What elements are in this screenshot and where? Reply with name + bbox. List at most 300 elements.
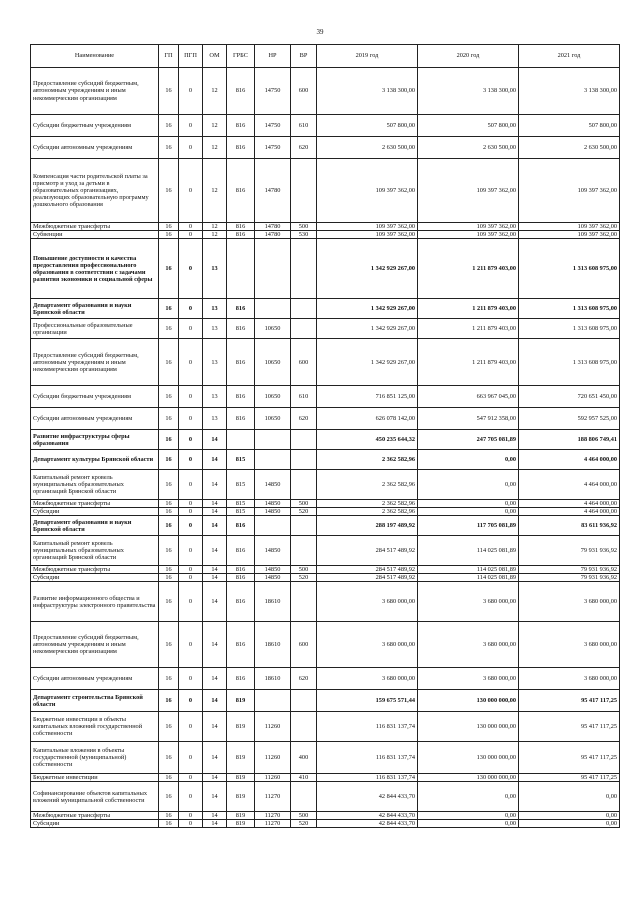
nr-cell <box>255 430 291 450</box>
grbs-cell: 815 <box>227 508 255 516</box>
pgp-cell: 0 <box>179 450 203 470</box>
nr-cell: 10650 <box>255 386 291 408</box>
om-cell: 14 <box>203 450 227 470</box>
vr-cell <box>291 712 317 742</box>
grbs-cell: 816 <box>227 319 255 339</box>
name-cell: Субсидии автономным учреждениям <box>31 408 159 430</box>
name-cell: Развитие информационного общества и инфраструктуры электронного правительства <box>31 582 159 622</box>
vr-cell: 530 <box>291 231 317 239</box>
name-cell: Департамент культуры Брянской области <box>31 450 159 470</box>
amount-2020-cell: 0,00 <box>418 450 519 470</box>
pgp-cell: 0 <box>179 690 203 712</box>
vr-cell <box>291 430 317 450</box>
pgp-cell: 0 <box>179 742 203 774</box>
om-cell: 13 <box>203 408 227 430</box>
amount-2021-cell: 188 806 749,41 <box>519 430 620 450</box>
grbs-cell: 819 <box>227 774 255 782</box>
vr-cell: 600 <box>291 339 317 386</box>
amount-2020-cell: 1 211 879 403,00 <box>418 299 519 319</box>
name-cell: Межбюджетные трансферты <box>31 566 159 574</box>
om-cell: 14 <box>203 536 227 566</box>
header-col-2019: 2019 год <box>317 45 418 68</box>
pgp-cell: 0 <box>179 582 203 622</box>
om-cell: 12 <box>203 159 227 223</box>
vr-cell: 610 <box>291 386 317 408</box>
gp-cell: 16 <box>159 582 179 622</box>
pgp-cell: 0 <box>179 470 203 500</box>
name-cell: Бюджетные инвестиции в объекты капитальных вложений государственной собственности <box>31 712 159 742</box>
nr-cell: 14780 <box>255 159 291 223</box>
gp-cell: 16 <box>159 774 179 782</box>
gp-cell: 16 <box>159 239 179 299</box>
gp-cell: 16 <box>159 115 179 137</box>
amount-2021-cell: 95 417 117,25 <box>519 690 620 712</box>
amount-2019-cell: 116 831 137,74 <box>317 712 418 742</box>
table-row <box>31 319 620 339</box>
vr-cell: 520 <box>291 508 317 516</box>
amount-2020-cell: 0,00 <box>418 782 519 812</box>
amount-2021-cell: 109 397 362,00 <box>519 159 620 223</box>
name-cell: Бюджетные инвестиции <box>31 774 159 782</box>
gp-cell: 16 <box>159 299 179 319</box>
name-cell: Повышение доступности и качества предоставления профессионального образования в соответствии с задачами развития экономики и социальной сферы <box>31 239 159 299</box>
page-number: 39 <box>316 28 324 36</box>
gp-cell: 16 <box>159 386 179 408</box>
budget-table <box>30 44 620 828</box>
amount-2019-cell: 109 397 362,00 <box>317 231 418 239</box>
nr-cell: 18610 <box>255 622 291 668</box>
pgp-cell: 0 <box>179 339 203 386</box>
header-col-om: ОМ <box>203 45 227 68</box>
vr-cell <box>291 516 317 536</box>
gp-cell: 16 <box>159 782 179 812</box>
grbs-cell: 816 <box>227 574 255 582</box>
nr-cell <box>255 450 291 470</box>
table-row <box>31 668 620 690</box>
grbs-cell: 816 <box>227 339 255 386</box>
vr-cell <box>291 536 317 566</box>
amount-2020-cell: 3 680 000,00 <box>418 622 519 668</box>
amount-2021-cell: 79 931 936,92 <box>519 574 620 582</box>
amount-2021-cell: 79 931 936,92 <box>519 536 620 566</box>
vr-cell: 520 <box>291 820 317 828</box>
amount-2021-cell: 0,00 <box>519 812 620 820</box>
gp-cell: 16 <box>159 622 179 668</box>
gp-cell: 16 <box>159 430 179 450</box>
header-col-pgp: ПГП <box>179 45 203 68</box>
om-cell: 13 <box>203 239 227 299</box>
om-cell: 14 <box>203 812 227 820</box>
om-cell: 14 <box>203 500 227 508</box>
name-cell: Департамент образования и науки Брянской области <box>31 299 159 319</box>
amount-2019-cell: 3 680 000,00 <box>317 622 418 668</box>
grbs-cell <box>227 430 255 450</box>
amount-2019-cell: 3 680 000,00 <box>317 668 418 690</box>
pgp-cell: 0 <box>179 386 203 408</box>
grbs-cell: 815 <box>227 450 255 470</box>
amount-2021-cell: 109 397 362,00 <box>519 231 620 239</box>
om-cell: 12 <box>203 231 227 239</box>
amount-2020-cell: 3 138 300,00 <box>418 68 519 115</box>
grbs-cell: 819 <box>227 712 255 742</box>
gp-cell: 16 <box>159 812 179 820</box>
gp-cell: 16 <box>159 712 179 742</box>
om-cell: 14 <box>203 566 227 574</box>
nr-cell: 14750 <box>255 137 291 159</box>
vr-cell: 500 <box>291 223 317 231</box>
om-cell: 14 <box>203 690 227 712</box>
table-row <box>31 450 620 470</box>
om-cell: 12 <box>203 223 227 231</box>
grbs-cell: 816 <box>227 668 255 690</box>
table-row <box>31 566 620 574</box>
om-cell: 14 <box>203 516 227 536</box>
name-cell: Профессиональные образовательные организации <box>31 319 159 339</box>
amount-2021-cell: 1 313 608 975,00 <box>519 299 620 319</box>
vr-cell <box>291 299 317 319</box>
vr-cell: 600 <box>291 68 317 115</box>
vr-cell <box>291 690 317 712</box>
table-row <box>31 223 620 231</box>
gp-cell: 16 <box>159 231 179 239</box>
nr-cell: 11260 <box>255 742 291 774</box>
amount-2020-cell: 3 680 000,00 <box>418 582 519 622</box>
amount-2021-cell: 3 138 300,00 <box>519 68 620 115</box>
pgp-cell: 0 <box>179 774 203 782</box>
amount-2021-cell: 1 313 608 975,00 <box>519 339 620 386</box>
amount-2021-cell: 1 313 608 975,00 <box>519 239 620 299</box>
grbs-cell: 816 <box>227 159 255 223</box>
pgp-cell: 0 <box>179 430 203 450</box>
table-row <box>31 516 620 536</box>
vr-cell: 600 <box>291 622 317 668</box>
table-row <box>31 339 620 386</box>
vr-cell: 500 <box>291 566 317 574</box>
name-cell: Субсидии <box>31 820 159 828</box>
amount-2021-cell: 83 611 936,92 <box>519 516 620 536</box>
pgp-cell: 0 <box>179 223 203 231</box>
name-cell: Субсидии автономным учреждениям <box>31 668 159 690</box>
amount-2020-cell: 3 680 000,00 <box>418 668 519 690</box>
amount-2021-cell: 3 680 000,00 <box>519 668 620 690</box>
amount-2020-cell: 114 025 081,89 <box>418 566 519 574</box>
pgp-cell: 0 <box>179 239 203 299</box>
amount-2019-cell: 450 235 644,32 <box>317 430 418 450</box>
name-cell: Предоставление субсидий бюджетным, автономным учреждениям и иным некоммерческим организациям <box>31 68 159 115</box>
pgp-cell: 0 <box>179 319 203 339</box>
name-cell: Компенсация части родительской платы за присмотр и уход за детьми в образовательных организациях, реализующих образовательную программу дошкольного образования <box>31 159 159 223</box>
vr-cell <box>291 470 317 500</box>
grbs-cell: 816 <box>227 115 255 137</box>
amount-2020-cell: 0,00 <box>418 820 519 828</box>
nr-cell: 14780 <box>255 231 291 239</box>
gp-cell: 16 <box>159 68 179 115</box>
om-cell: 12 <box>203 137 227 159</box>
amount-2020-cell: 1 211 879 403,00 <box>418 319 519 339</box>
pgp-cell: 0 <box>179 68 203 115</box>
pgp-cell: 0 <box>179 299 203 319</box>
amount-2019-cell: 284 517 489,92 <box>317 536 418 566</box>
amount-2020-cell: 109 397 362,00 <box>418 159 519 223</box>
amount-2019-cell: 2 362 582,96 <box>317 450 418 470</box>
name-cell: Субсидии <box>31 508 159 516</box>
table-row <box>31 622 620 668</box>
amount-2020-cell: 117 705 081,89 <box>418 516 519 536</box>
grbs-cell: 815 <box>227 500 255 508</box>
amount-2019-cell: 42 844 433,70 <box>317 820 418 828</box>
amount-2020-cell: 663 967 045,00 <box>418 386 519 408</box>
amount-2019-cell: 1 342 929 267,00 <box>317 319 418 339</box>
grbs-cell: 816 <box>227 137 255 159</box>
gp-cell: 16 <box>159 223 179 231</box>
grbs-cell: 816 <box>227 299 255 319</box>
om-cell: 14 <box>203 508 227 516</box>
amount-2019-cell: 1 342 929 267,00 <box>317 339 418 386</box>
amount-2020-cell: 130 000 000,00 <box>418 712 519 742</box>
pgp-cell: 0 <box>179 574 203 582</box>
table-row <box>31 508 620 516</box>
grbs-cell: 819 <box>227 812 255 820</box>
table-row <box>31 820 620 828</box>
om-cell: 12 <box>203 115 227 137</box>
name-cell: Субвенции <box>31 231 159 239</box>
amount-2021-cell: 4 464 000,00 <box>519 500 620 508</box>
header-col-grbs: ГРБС <box>227 45 255 68</box>
gp-cell: 16 <box>159 500 179 508</box>
om-cell: 14 <box>203 622 227 668</box>
name-cell: Развитие инфраструктуры сферы образования <box>31 430 159 450</box>
table-row <box>31 536 620 566</box>
amount-2020-cell: 507 800,00 <box>418 115 519 137</box>
vr-cell: 620 <box>291 668 317 690</box>
amount-2019-cell: 3 138 300,00 <box>317 68 418 115</box>
table-row <box>31 582 620 622</box>
om-cell: 13 <box>203 339 227 386</box>
table-row <box>31 774 620 782</box>
amount-2019-cell: 3 680 000,00 <box>317 582 418 622</box>
pgp-cell: 0 <box>179 159 203 223</box>
amount-2019-cell: 1 342 929 267,00 <box>317 299 418 319</box>
amount-2020-cell: 114 025 081,89 <box>418 574 519 582</box>
nr-cell: 10650 <box>255 319 291 339</box>
name-cell: Межбюджетные трансферты <box>31 223 159 231</box>
table-row <box>31 812 620 820</box>
nr-cell: 14780 <box>255 223 291 231</box>
amount-2020-cell: 109 397 362,00 <box>418 231 519 239</box>
vr-cell <box>291 450 317 470</box>
vr-cell <box>291 239 317 299</box>
pgp-cell: 0 <box>179 137 203 159</box>
om-cell: 14 <box>203 774 227 782</box>
vr-cell: 620 <box>291 137 317 159</box>
grbs-cell <box>227 239 255 299</box>
om-cell: 14 <box>203 712 227 742</box>
amount-2021-cell: 0,00 <box>519 820 620 828</box>
nr-cell: 14850 <box>255 566 291 574</box>
vr-cell <box>291 782 317 812</box>
name-cell: Субсидии бюджетным учреждениям <box>31 386 159 408</box>
amount-2020-cell: 1 211 879 403,00 <box>418 239 519 299</box>
amount-2020-cell: 2 630 500,00 <box>418 137 519 159</box>
grbs-cell: 816 <box>227 231 255 239</box>
amount-2019-cell: 507 800,00 <box>317 115 418 137</box>
amount-2020-cell: 1 211 879 403,00 <box>418 339 519 386</box>
amount-2020-cell: 247 705 081,89 <box>418 430 519 450</box>
amount-2021-cell: 2 630 500,00 <box>519 137 620 159</box>
om-cell: 14 <box>203 574 227 582</box>
pgp-cell: 0 <box>179 622 203 668</box>
pgp-cell: 0 <box>179 812 203 820</box>
gp-cell: 16 <box>159 536 179 566</box>
nr-cell <box>255 516 291 536</box>
vr-cell: 610 <box>291 115 317 137</box>
gp-cell: 16 <box>159 690 179 712</box>
table-row <box>31 574 620 582</box>
om-cell: 13 <box>203 386 227 408</box>
amount-2020-cell: 0,00 <box>418 500 519 508</box>
pgp-cell: 0 <box>179 500 203 508</box>
table-header-row <box>31 45 620 68</box>
amount-2021-cell: 4 464 000,00 <box>519 470 620 500</box>
grbs-cell: 816 <box>227 582 255 622</box>
gp-cell: 16 <box>159 574 179 582</box>
amount-2020-cell: 130 000 000,00 <box>418 774 519 782</box>
om-cell: 14 <box>203 782 227 812</box>
gp-cell: 16 <box>159 339 179 386</box>
gp-cell: 16 <box>159 508 179 516</box>
grbs-cell: 819 <box>227 690 255 712</box>
table-row <box>31 239 620 299</box>
amount-2019-cell: 2 362 582,96 <box>317 508 418 516</box>
name-cell: Департамент образования и науки Брянской области <box>31 516 159 536</box>
vr-cell: 410 <box>291 774 317 782</box>
amount-2020-cell: 114 025 081,89 <box>418 536 519 566</box>
nr-cell: 11270 <box>255 820 291 828</box>
gp-cell: 16 <box>159 408 179 430</box>
amount-2021-cell: 507 800,00 <box>519 115 620 137</box>
pgp-cell: 0 <box>179 231 203 239</box>
table-row <box>31 137 620 159</box>
grbs-cell: 816 <box>227 566 255 574</box>
amount-2021-cell: 95 417 117,25 <box>519 742 620 774</box>
gp-cell: 16 <box>159 159 179 223</box>
gp-cell: 16 <box>159 137 179 159</box>
grbs-cell: 815 <box>227 470 255 500</box>
gp-cell: 16 <box>159 470 179 500</box>
name-cell: Капитальный ремонт кровель муниципальных образовательных организаций Брянской области <box>31 470 159 500</box>
vr-cell <box>291 582 317 622</box>
om-cell: 13 <box>203 319 227 339</box>
amount-2019-cell: 109 397 362,00 <box>317 223 418 231</box>
amount-2020-cell: 130 000 000,00 <box>418 690 519 712</box>
vr-cell: 500 <box>291 500 317 508</box>
gp-cell: 16 <box>159 668 179 690</box>
om-cell: 14 <box>203 430 227 450</box>
vr-cell: 500 <box>291 812 317 820</box>
amount-2019-cell: 116 831 137,74 <box>317 742 418 774</box>
name-cell: Департамент строительства Брянской области <box>31 690 159 712</box>
om-cell: 12 <box>203 68 227 115</box>
nr-cell: 11270 <box>255 782 291 812</box>
vr-cell: 400 <box>291 742 317 774</box>
table-row <box>31 712 620 742</box>
amount-2019-cell: 284 517 489,92 <box>317 574 418 582</box>
grbs-cell: 819 <box>227 782 255 812</box>
gp-cell: 16 <box>159 820 179 828</box>
grbs-cell: 816 <box>227 68 255 115</box>
amount-2019-cell: 2 630 500,00 <box>317 137 418 159</box>
amount-2021-cell: 109 397 362,00 <box>519 223 620 231</box>
om-cell: 14 <box>203 668 227 690</box>
amount-2019-cell: 42 844 433,70 <box>317 782 418 812</box>
nr-cell: 18610 <box>255 582 291 622</box>
om-cell: 14 <box>203 742 227 774</box>
pgp-cell: 0 <box>179 668 203 690</box>
pgp-cell: 0 <box>179 408 203 430</box>
name-cell: Предоставление субсидий бюджетным, автономным учреждениям и иным некоммерческим организациям <box>31 339 159 386</box>
nr-cell: 11260 <box>255 712 291 742</box>
nr-cell: 11270 <box>255 812 291 820</box>
amount-2021-cell: 79 931 936,92 <box>519 566 620 574</box>
pgp-cell: 0 <box>179 508 203 516</box>
amount-2020-cell: 0,00 <box>418 508 519 516</box>
grbs-cell: 816 <box>227 408 255 430</box>
grbs-cell: 816 <box>227 622 255 668</box>
table-row <box>31 68 620 115</box>
om-cell: 14 <box>203 582 227 622</box>
gp-cell: 16 <box>159 319 179 339</box>
table-row <box>31 470 620 500</box>
pgp-cell: 0 <box>179 516 203 536</box>
nr-cell <box>255 690 291 712</box>
vr-cell: 620 <box>291 408 317 430</box>
amount-2021-cell: 4 464 000,00 <box>519 508 620 516</box>
amount-2021-cell: 592 957 525,00 <box>519 408 620 430</box>
table-row <box>31 299 620 319</box>
pgp-cell: 0 <box>179 820 203 828</box>
name-cell: Предоставление субсидий бюджетным, автономным учреждениям и иным некоммерческим организациям <box>31 622 159 668</box>
grbs-cell: 819 <box>227 742 255 774</box>
amount-2021-cell: 3 680 000,00 <box>519 582 620 622</box>
amount-2021-cell: 4 464 000,00 <box>519 450 620 470</box>
amount-2019-cell: 2 362 582,96 <box>317 470 418 500</box>
nr-cell: 14750 <box>255 68 291 115</box>
gp-cell: 16 <box>159 516 179 536</box>
name-cell: Субсидии <box>31 574 159 582</box>
amount-2019-cell: 109 397 362,00 <box>317 159 418 223</box>
amount-2019-cell: 288 197 489,92 <box>317 516 418 536</box>
pgp-cell: 0 <box>179 566 203 574</box>
amount-2020-cell: 130 000 000,00 <box>418 742 519 774</box>
header-col-vr: ВР <box>291 45 317 68</box>
amount-2019-cell: 626 078 142,00 <box>317 408 418 430</box>
pgp-cell: 0 <box>179 115 203 137</box>
amount-2021-cell: 3 680 000,00 <box>519 622 620 668</box>
nr-cell: 14850 <box>255 536 291 566</box>
amount-2021-cell: 0,00 <box>519 782 620 812</box>
table-row <box>31 500 620 508</box>
grbs-cell: 819 <box>227 820 255 828</box>
header-col-name: Наименование <box>31 45 159 68</box>
table-row <box>31 742 620 774</box>
amount-2021-cell: 720 651 450,00 <box>519 386 620 408</box>
om-cell: 13 <box>203 299 227 319</box>
grbs-cell: 816 <box>227 536 255 566</box>
nr-cell <box>255 239 291 299</box>
gp-cell: 16 <box>159 566 179 574</box>
gp-cell: 16 <box>159 742 179 774</box>
gp-cell: 16 <box>159 450 179 470</box>
